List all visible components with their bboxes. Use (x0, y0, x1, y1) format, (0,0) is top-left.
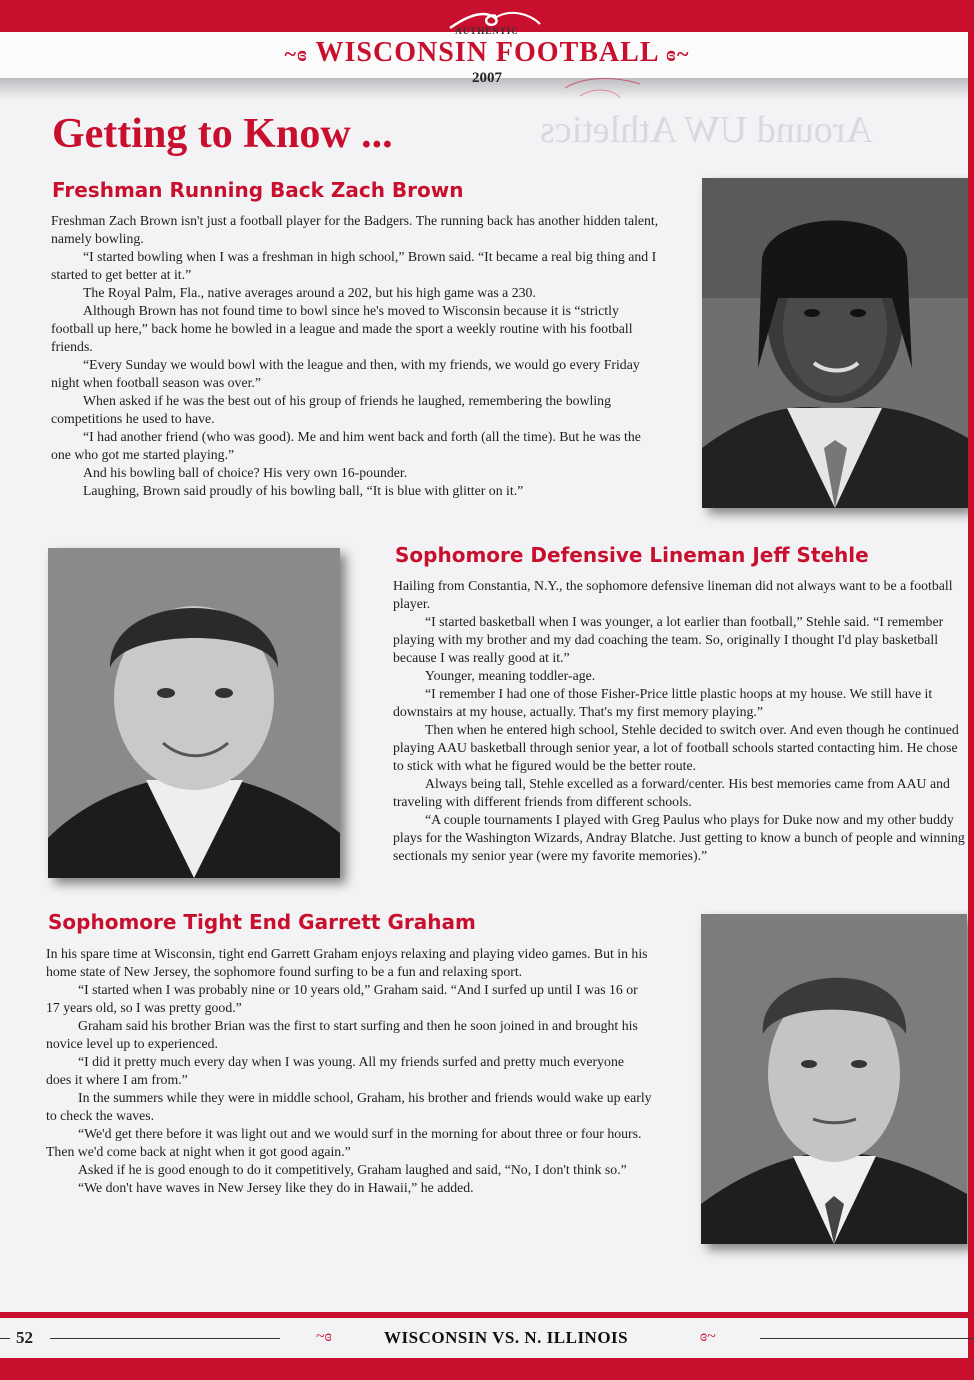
footer-rule (760, 1338, 974, 1339)
paragraph: Then when he entered high school, Stehle decided to switch over. And even though he continued playing AAU basketball through senior year, a lot of football schools started contacting him. He chose to stick with what he figured would be the better route. (393, 722, 959, 773)
paragraph: “We'd get there before it was light out and we would surf in the morning for about three or four hours. Then we'd come back at night when it got good again.” (46, 1126, 642, 1159)
paragraph: Laughing, Brown said proudly of his bowling ball, “It is blue with glitter on it.” (83, 483, 524, 498)
paragraph: “Every Sunday we would bowl with the league and then, with my friends, we would go every Friday night when football season was over.” (51, 357, 640, 390)
footer-flourish-icon: ~ɞ (316, 1328, 332, 1345)
paragraph: Always being tall, Stehle excelled as a forward/center. His best memories came from AAU and traveling with different friends from different schools. (393, 776, 950, 809)
red-right-border (968, 0, 974, 1380)
headshot-garrett-graham (701, 914, 967, 1244)
paragraph: Asked if he is good enough to do it competitively, Graham laughed and said, “No, I don't think so.” (78, 1162, 627, 1177)
headshot-zach-brown (702, 178, 968, 508)
paragraph: In his spare time at Wisconsin, tight end Garrett Graham enjoys relaxing and playing video games. But in his home state of New Jersey, the sophomore found surfing to be a fun and relaxing sport. (46, 946, 648, 979)
paragraph: “I started bowling when I was a freshman in high school,” Brown said. “It became a real big thing and I started to get better at it.” (51, 249, 657, 282)
paragraph: And his bowling ball of choice? His very own 16-pounder. (83, 465, 408, 480)
section-heading-jeff-stehle: Sophomore Defensive Lineman Jeff Stehle (395, 543, 869, 567)
header-year: 2007 (472, 70, 502, 86)
footer-game-title: WISCONSIN VS. N. ILLINOIS (384, 1328, 629, 1347)
header-authentic-label: AUTHENTIC (455, 26, 519, 36)
paragraph: “We don't have waves in New Jersey like they do in Hawaii,” he added. (78, 1180, 474, 1195)
paragraph: “A couple tournaments I played with Greg Paulus who plays for Duke now and my other buddy plays for the Washington Wizards, Andray Blatche. Just getting to know a bunch of people and winning sectionals my senior year (were my favorite memories).” (393, 812, 965, 863)
paragraph: Graham said his brother Brian was the first to start surfing and then he soon joined in and brought his novice level up to experienced. (46, 1018, 638, 1051)
page-number: 52 (16, 1328, 33, 1347)
paragraph: When asked if he was the best out of his group of friends he laughed, remembering the bowling competitions he used to have. (51, 393, 611, 426)
article-body-garrett-graham (46, 945, 652, 1197)
paragraph: “I remember I had one of those Fisher-Price little plastic hoops at my house. We still have it downstairs at my house, actually. That's my first memory playing.” (393, 686, 933, 719)
paragraph: Hailing from Constantia, N.Y., the sophomore defensive lineman did not always want to be a football player. (393, 578, 953, 611)
article-body-zach-brown (51, 212, 659, 500)
paragraph: The Royal Palm, Fla., native averages around a 202, but his high game was a 230. (83, 285, 536, 300)
header-title-text: WISCONSIN FOOTBALL (315, 37, 658, 68)
footer-flourish-icon: ɞ~ (700, 1328, 716, 1345)
page-title: Getting to Know ... (52, 111, 393, 157)
footer-rule (50, 1338, 280, 1339)
paragraph: “I did it pretty much every day when I was young. All my friends surfed and pretty much everyone does it where I am from.” (46, 1054, 624, 1087)
paragraph: Freshman Zach Brown isn't just a football player for the Badgers. The running back has another hidden talent, namely bowling. (51, 213, 659, 246)
right-flourish-icon: ɞ~ (665, 41, 690, 66)
paragraph: In the summers while they were in middle school, Graham, his brother and friends would wake up early to check the waves. (46, 1090, 652, 1123)
paragraph: Although Brown has not found time to bowl since he's moved to Wisconsin because it is “strictly football up here,” back home he bowled in a league and made the sport a weekly routine with his football friends. (51, 303, 633, 354)
header-title (0, 37, 974, 69)
show-through-text: Around UW Athletics (540, 109, 873, 151)
left-flourish-icon: ~ɞ (284, 41, 309, 66)
paragraph: Younger, meaning toddler-age. (425, 668, 596, 683)
paragraph: “I started basketball when I was younger, a lot earlier than football,” Stehle said. “I remember playing with my brother and my dad coaching the team. So, originally I thought I'd play basketball because I was really good at it.” (393, 614, 944, 665)
article-body-jeff-stehle (393, 577, 967, 865)
footer-rule (0, 1338, 10, 1339)
headshot-jeff-stehle (48, 548, 340, 878)
paragraph: “I had another friend (who was good). Me and him went back and forth (all the time). But he was the one who got me started playing.” (51, 429, 641, 462)
section-heading-zach-brown: Freshman Running Back Zach Brown (52, 178, 464, 202)
section-heading-garrett-graham: Sophomore Tight End Garrett Graham (48, 910, 476, 934)
paragraph: “I started when I was probably nine or 10 years old,” Graham said. “And I surfed up until I was 16 or 17 years old, so I was pretty good.” (46, 982, 638, 1015)
